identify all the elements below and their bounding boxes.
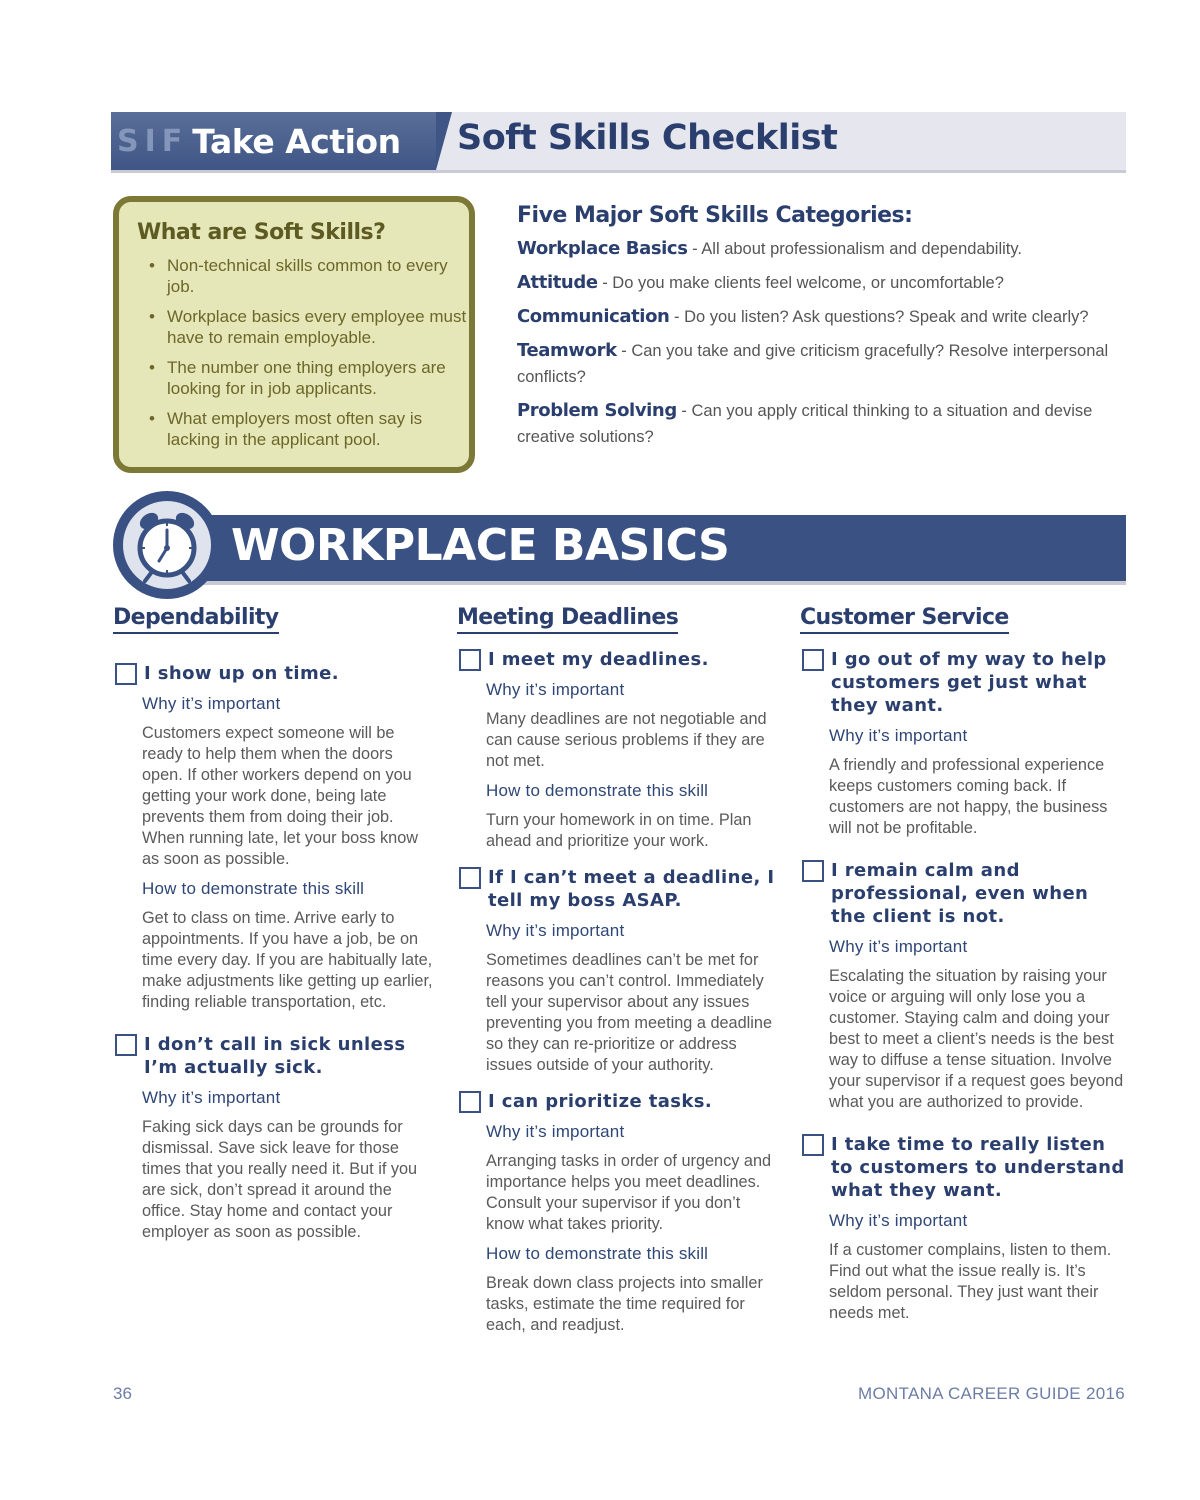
take-action-label: Take Action bbox=[192, 121, 401, 161]
why-important-text: Customers expect someone will be ready to help them when the doors open. If other workers depend on you getting your work done, being late prevents them from doing their job. When running late, let your boss know as soon as possible. bbox=[142, 724, 419, 868]
category-item bbox=[517, 304, 1117, 330]
column-dependability bbox=[113, 605, 438, 1243]
section-title: WORKPLACE BASICS bbox=[231, 520, 730, 571]
checkbox[interactable] bbox=[802, 649, 824, 671]
checklist-item bbox=[457, 866, 782, 1076]
checklist-item-title: I go out of my way to help customers get just what they want. bbox=[831, 649, 1107, 716]
soft-skills-bullet: • Non-technical skills common to every job. bbox=[149, 255, 467, 297]
publication-title: MONTANA CAREER GUIDE 2016 bbox=[858, 1384, 1125, 1403]
checkbox[interactable] bbox=[802, 1134, 824, 1156]
category-desc: - Do you make clients feel welcome, or uncomfortable? bbox=[597, 274, 1004, 292]
how-demonstrate-text: Get to class on time. Arrive early to appointments. If you have a job, be on time every day. If you are habitually late, make adjustments like getting up earlier, finding reliable transportation, etc. bbox=[142, 909, 433, 1011]
checklist-item bbox=[800, 1133, 1125, 1324]
soft-skills-bullet: • Workplace basics every employee must have to remain employable. bbox=[149, 306, 467, 348]
page-header bbox=[111, 112, 1126, 173]
checklist-item bbox=[457, 648, 782, 852]
checkbox[interactable] bbox=[459, 649, 481, 671]
why-important-label: Why it’s important bbox=[486, 680, 625, 699]
why-important-label: Why it’s important bbox=[829, 1211, 968, 1230]
alarm-clock-badge bbox=[113, 491, 221, 599]
column-heading: Meeting Deadlines bbox=[457, 605, 678, 634]
why-important-label: Why it’s important bbox=[829, 937, 968, 956]
why-important-text: Escalating the situation by raising your voice or arguing will only lose you a customer. Staying calm and doing your best to meet a client’s needs is the best way to diffuse a tense situation. Involve your supervisor if a request goes beyond what you are authorized to provide. bbox=[829, 967, 1124, 1111]
checkbox[interactable] bbox=[115, 663, 137, 685]
checklist-item bbox=[800, 648, 1125, 839]
soft-skills-box bbox=[113, 196, 475, 473]
checkbox[interactable] bbox=[459, 1091, 481, 1113]
how-demonstrate-text: Break down class projects into smaller tasks, estimate the time required for each, and readjust. bbox=[486, 1274, 763, 1334]
how-demonstrate-label: How to demonstrate this skill bbox=[486, 781, 709, 800]
sif-letter-f: F bbox=[161, 123, 183, 159]
checklist-item-title: I meet my deadlines. bbox=[488, 649, 709, 670]
category-name: Communication bbox=[517, 306, 670, 327]
how-demonstrate-text: Turn your homework in on time. Plan ahead and prioritize your work. bbox=[486, 811, 752, 850]
category-name: Attitude bbox=[517, 272, 598, 293]
checklist-item-title: If I can’t meet a deadline, I tell my boss ASAP. bbox=[488, 867, 775, 911]
category-item bbox=[517, 338, 1117, 390]
checklist-item bbox=[457, 1090, 782, 1336]
category-item bbox=[517, 236, 1117, 262]
checkbox[interactable] bbox=[802, 860, 824, 882]
why-important-text: If a customer complains, listen to them. Find out what the issue really is. It’s seldom personal. They just want their needs met. bbox=[829, 1241, 1112, 1322]
category-desc: - Do you listen? Ask questions? Speak and write clearly? bbox=[669, 308, 1089, 326]
take-action-tab bbox=[111, 112, 436, 170]
sif-letter-i: I bbox=[144, 123, 156, 159]
category-name: Problem Solving bbox=[517, 400, 677, 421]
column-heading: Dependability bbox=[113, 605, 279, 634]
sif-logo bbox=[117, 124, 188, 159]
soft-skills-bullet: • What employers most often say is lacking in the applicant pool. bbox=[149, 408, 467, 450]
checklist-item bbox=[113, 662, 438, 1013]
tab-notch bbox=[436, 112, 452, 170]
category-desc: - All about professionalism and dependability. bbox=[687, 240, 1022, 258]
column-heading: Customer Service bbox=[800, 605, 1009, 634]
category-name: Workplace Basics bbox=[517, 238, 688, 259]
how-demonstrate-label: How to demonstrate this skill bbox=[142, 879, 365, 898]
checklist-item-title: I show up on time. bbox=[144, 663, 339, 684]
alarm-clock-icon bbox=[123, 501, 211, 589]
checklist-item-title: I don’t call in sick unless I’m actually sick. bbox=[144, 1034, 406, 1078]
checkbox[interactable] bbox=[459, 867, 481, 889]
category-item bbox=[517, 398, 1117, 450]
soft-skills-heading: What are Soft Skills? bbox=[137, 220, 386, 245]
category-desc: - Can you take and give criticism gracefully? Resolve interpersonal conflicts? bbox=[517, 342, 1109, 386]
why-important-label: Why it’s important bbox=[486, 1122, 625, 1141]
category-name: Teamwork bbox=[517, 340, 617, 361]
why-important-text: Faking sick days can be grounds for dismissal. Save sick leave for those times that you really need it. But if you are sick, don’t spread it around the office. Stay home and contact your employer as soon as possible. bbox=[142, 1118, 418, 1241]
why-important-text: A friendly and professional experience keeps customers coming back. If customers are not happy, the business will not be profitable. bbox=[829, 756, 1108, 837]
page-title: Soft Skills Checklist bbox=[457, 118, 838, 158]
categories-heading: Five Major Soft Skills Categories: bbox=[517, 203, 913, 228]
checklist-item bbox=[800, 859, 1125, 1113]
category-desc: - Can you apply critical thinking to a situation and devise creative solutions? bbox=[517, 402, 1093, 446]
why-important-text: Arranging tasks in order of urgency and importance helps you meet deadlines. Consult your supervisor if you don’t know what takes priority. bbox=[486, 1152, 772, 1233]
checkbox[interactable] bbox=[115, 1034, 137, 1056]
checklist-item-title: I take time to really listen to customers to understand what they want. bbox=[831, 1134, 1125, 1201]
soft-skills-list bbox=[119, 255, 469, 450]
why-important-label: Why it’s important bbox=[142, 1088, 281, 1107]
page-number: 36 bbox=[113, 1384, 132, 1403]
categories-section bbox=[517, 203, 1117, 458]
why-important-text: Sometimes deadlines can’t be met for reasons you can’t control. Immediately tell your supervisor about any issues preventing you from meeting a deadline so they can re-prioritize or address issues outside of your authority. bbox=[486, 951, 773, 1074]
column-meeting-deadlines bbox=[457, 605, 782, 1336]
how-demonstrate-label: How to demonstrate this skill bbox=[486, 1244, 709, 1263]
why-important-text: Many deadlines are not negotiable and can cause serious problems if they are not met. bbox=[486, 710, 767, 770]
section-banner-shadow bbox=[180, 581, 1126, 585]
soft-skills-bullet: • The number one thing employers are looking for in job applicants. bbox=[149, 357, 467, 399]
why-important-label: Why it’s important bbox=[486, 921, 625, 940]
sif-letter-s: S bbox=[117, 123, 139, 159]
why-important-label: Why it’s important bbox=[829, 726, 968, 745]
checklist-item-title: I can prioritize tasks. bbox=[488, 1091, 713, 1112]
checklist-item-title: I remain calm and professional, even when the client is not. bbox=[831, 860, 1089, 927]
category-item bbox=[517, 270, 1117, 296]
why-important-label: Why it’s important bbox=[142, 694, 281, 713]
column-customer-service bbox=[800, 605, 1125, 1324]
checklist-item bbox=[113, 1033, 438, 1243]
